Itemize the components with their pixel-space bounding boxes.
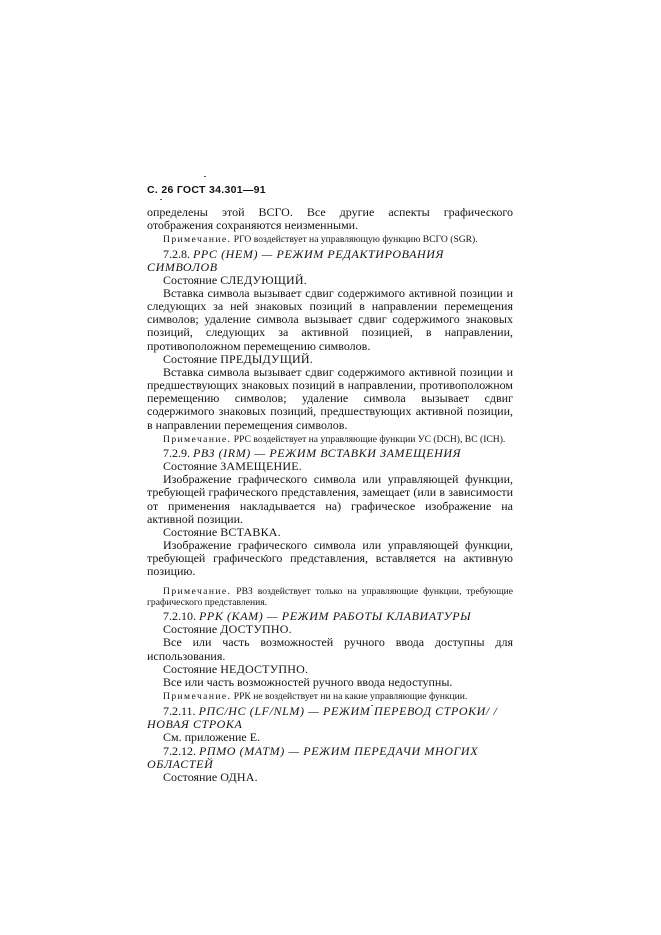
page-header: С. 26 ГОСТ 34.301—91 xyxy=(147,184,266,196)
section-heading xyxy=(147,745,513,771)
note xyxy=(147,234,513,245)
state-line xyxy=(147,663,513,676)
state-prefix: Состояние xyxy=(163,459,218,474)
state-prefix: Состояние xyxy=(163,272,218,287)
scan-mark xyxy=(160,199,162,200)
note xyxy=(147,691,513,702)
state-line xyxy=(147,353,513,366)
note-label: Примечание. xyxy=(163,691,232,703)
section-number: 7.2.12. xyxy=(163,743,196,758)
section-heading xyxy=(147,705,513,731)
paragraph: Вставка символа вызывает сдвиг содержимого активной позиции и предшествующих знаковых позиций в направлении, противоположном перемещению символов; удаление символа вызывает сдвиг содержимого знаковых позиций, предшествующих активной позиции, в направлении перемещения символов. xyxy=(147,364,513,432)
state-prefix: Состояние xyxy=(163,622,218,637)
note-label: Примечание. xyxy=(163,433,232,445)
state-prefix: Состояние xyxy=(163,769,218,784)
state-value: НЕДОСТУПНО. xyxy=(220,661,309,676)
section-heading xyxy=(147,248,513,274)
state-line xyxy=(147,274,513,287)
paragraph: Все или часть возможностей ручного ввода недоступны. xyxy=(163,674,453,689)
state-prefix: Состояние xyxy=(163,661,218,676)
paragraph: Вставка символа вызывает сдвиг содержимого активной позиции и следующих за ней знаковых позиций в направлении перемещения символов; удаление символа вызывает сдвиг содержимого знаковых позиций, следующих за активной позицией, в направлении, противоположном перемещению символов. xyxy=(147,285,513,353)
state-value: ДОСТУПНО. xyxy=(220,622,292,637)
section-number: 7.2.10. xyxy=(163,609,196,624)
paragraph: Изображение графического символа или управляющей функции, требующей графического представления, замещает (или в зависимости от применения накладывается на) графическое изображение на активной позиции. xyxy=(147,472,513,526)
section-number: 7.2.9. xyxy=(163,446,190,461)
section-number: 7.2.11. xyxy=(163,703,196,718)
paragraph: Изображение графического символа или управляющей функции, требующей графического представления, вставляется на активную позицию. xyxy=(147,538,513,579)
state-value: ВСТАВКА. xyxy=(220,525,281,540)
reference-line: См. приложение Е. xyxy=(163,729,261,744)
note-label: Примечание. xyxy=(163,585,232,597)
state-value: ОДНА. xyxy=(220,769,258,784)
note-text: РГО воздействует на управляющую функцию ВСГО (SGR). xyxy=(233,234,478,246)
section-number: 7.2.8. xyxy=(163,246,190,261)
note-text: РРС воздействует на управляющие функции УС (DCH), ВС (ICH). xyxy=(233,433,506,445)
section-title: РПС/НС (LF/NLM) — РЕЖИМ ПЕРЕВОД СТРОКИ/ /НОВАЯ СТРОКА xyxy=(147,703,498,731)
section-title: РВЗ (IRM) — РЕЖИМ ВСТАВКИ ЗАМЕЩЕНИЯ xyxy=(193,446,462,461)
state-value: ЗАМЕЩЕНИЕ. xyxy=(220,459,302,474)
state-value: СЛЕДУЮЩИЙ. xyxy=(220,272,307,287)
scan-mark xyxy=(204,176,206,177)
section-title: РРК (КАМ) — РЕЖИМ РАБОТЫ КЛАВИАТУРЫ xyxy=(199,609,472,624)
state-prefix: Состояние xyxy=(163,525,218,540)
section-title: РРС (НЕМ) — РЕЖИМ РЕДАКТИРОВАНИЯ СИМВОЛОВ xyxy=(147,246,445,274)
state-value: ПРЕДЫДУЩИЙ. xyxy=(220,351,313,366)
note xyxy=(147,586,513,609)
note-label: Примечание. xyxy=(163,234,232,246)
note xyxy=(147,434,513,445)
section-title: РПМО (МАТМ) — РЕЖИМ ПЕРЕДАЧИ МНОГИХ ОБЛАСТЕЙ xyxy=(147,743,479,771)
document-body xyxy=(147,206,513,784)
note-text: РРК не воздействует ни на какие управляющие функции. xyxy=(233,691,468,703)
note-text: РВЗ воздействует только на управляющие функции, требующие графического представления. xyxy=(147,585,513,609)
state-prefix: Состояние xyxy=(163,351,218,366)
paragraph: Все или часть возможностей ручного ввода доступны для использования. xyxy=(147,635,513,663)
paragraph: определены этой ВСГО. Все другие аспекты графического отображения сохраняются неизменными. xyxy=(147,205,513,233)
state-line xyxy=(147,771,513,784)
